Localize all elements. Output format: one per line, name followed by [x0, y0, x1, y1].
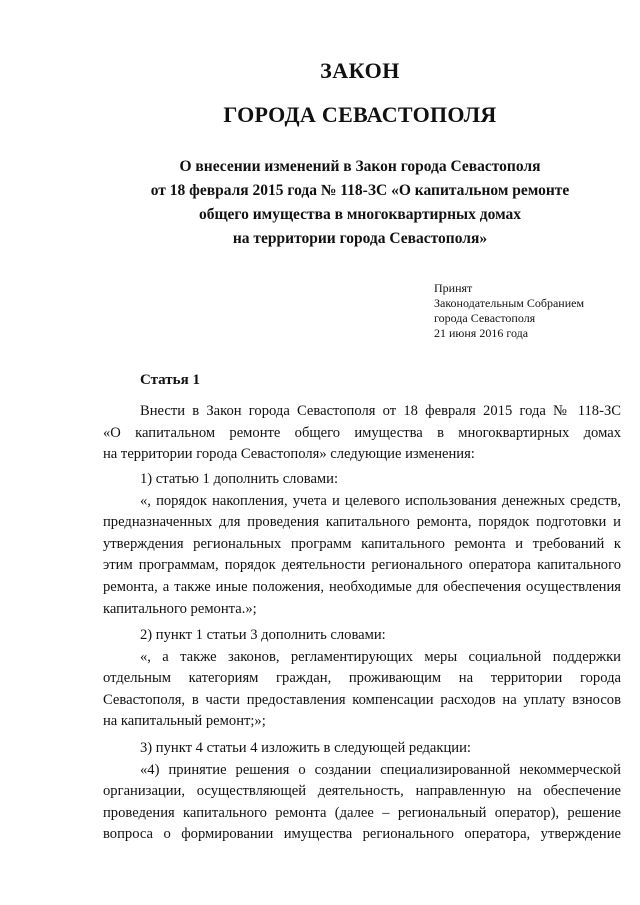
paragraph-line: предназначенных для проведения капитального ремонта, порядок подготовки и	[103, 514, 621, 531]
paragraph-line: отдельным категориям граждан, проживающим на территории города	[103, 670, 621, 687]
item-heading: 2) пункт 1 статьи 3 дополнить словами:	[140, 627, 386, 643]
adoption-date: 21 июня 2016 года	[434, 326, 529, 340]
paragraph-line: капитального ремонта.»;	[103, 600, 257, 617]
law-subtitle	[100, 155, 620, 251]
adoption-line: Принят	[434, 281, 473, 295]
paragraph-line: «4) принятие решения о создании специализированной некоммерческой	[140, 761, 621, 778]
document-title: ЗАКОН	[320, 58, 400, 83]
amendment-item-1	[103, 469, 621, 620]
paragraph-line: Севастополя, в части предоставления компенсации расходов на уплату взносов	[103, 691, 621, 708]
subtitle-line: общего имущества в многоквартирных домах	[198, 206, 522, 223]
paragraph-line: «, а также законов, регламентирующих меры социальной поддержки	[140, 648, 621, 665]
paragraph-line: этим программам, порядок деятельности регионального оператора капитального	[103, 557, 621, 574]
paragraph-line: «О капитальном ремонте общего имущества в многоквартирных домах	[103, 424, 621, 441]
paragraph-line: на капитальный ремонт;»;	[103, 713, 266, 730]
adoption-line: Законодательным Собранием	[434, 296, 585, 310]
paragraph-line: Внести в Закон города Севастополя от 18 февраля 2015 года № 118-ЗС	[140, 403, 621, 419]
document-title-city: ГОРОДА СЕВАСТОПОЛЯ	[223, 102, 497, 127]
article-heading: Статья 1	[140, 372, 200, 388]
adoption-line: города Севастополя	[434, 311, 536, 325]
item-heading: 1) статью 1 дополнить словами:	[140, 471, 339, 487]
amendment-item-3	[103, 738, 621, 846]
subtitle-line: О внесении изменений в Закон города Севастополя	[179, 158, 541, 175]
paragraph-line: на территории города Севастополя» следующие изменения:	[103, 446, 475, 463]
subtitle-line: на территории города Севастополя»	[232, 230, 488, 247]
paragraph-line: вопроса о формировании имущества регионального оператора, утверждение	[103, 826, 621, 843]
adoption-block	[434, 281, 584, 341]
subtitle-line: от 18 февраля 2015 года № 118-ЗС «О капитальном ремонте	[150, 182, 570, 199]
paragraph-line: утверждения региональных программ капитального ремонта и требований к	[103, 535, 621, 552]
paragraph-line: организации, осуществляющей деятельность, направленную на обеспечение	[103, 783, 621, 800]
paragraph-line: «, порядок накопления, учета и целевого использования денежных средств,	[140, 492, 621, 509]
article-intro	[103, 401, 621, 466]
item-heading: 3) пункт 4 статьи 4 изложить в следующей редакции:	[140, 740, 471, 756]
amendment-item-2	[103, 625, 621, 733]
paragraph-line: проведения капитального ремонта (далее – региональный оператор), решение	[103, 804, 621, 821]
paragraph-line: ремонта, а также иные положения, необходимые для обеспечения осуществления	[103, 578, 621, 595]
